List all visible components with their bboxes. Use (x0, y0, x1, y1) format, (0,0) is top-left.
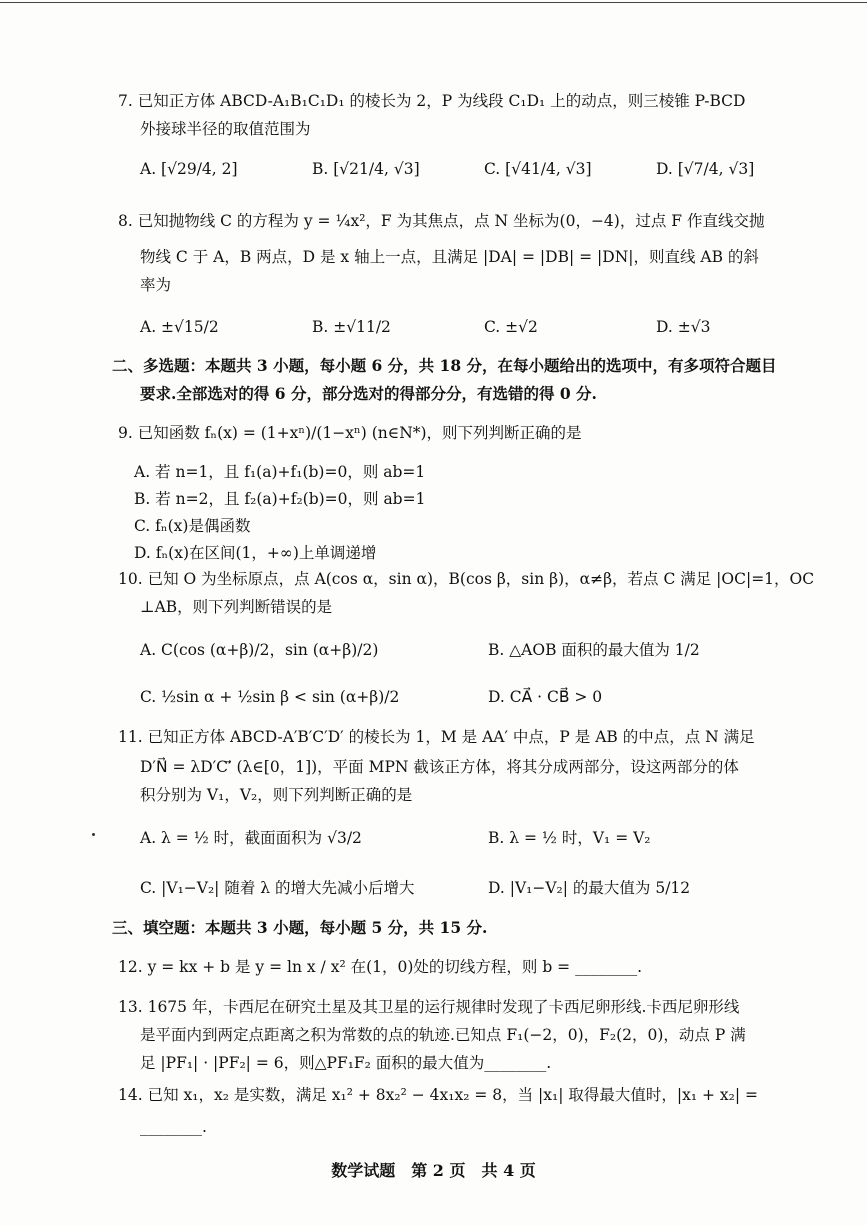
q9-line1: 9. 已知函数 fₙ(x) = (1+xⁿ)/(1−xⁿ) (n∈N*)，则下列判断正确的是 (118, 424, 582, 442)
q7-option-c: C. [√41/4, √3] (484, 160, 592, 178)
q14-line1: 14. 已知 x₁，x₂ 是实数，满足 x₁² + 8x₂² − 4x₁x₂ = 8，当 |x₁| 取得最大值时，|x₁ + x₂| = (118, 1086, 758, 1104)
q7-option-a: A. [√29/4, 2] (140, 160, 238, 178)
q9-option-a: A. 若 n=1，且 f₁(a)+f₁(b)=0，则 ab=1 (134, 463, 426, 481)
q8-option-b: B. ±√11/2 (312, 318, 391, 336)
q7-option-d: D. [√7/4, √3] (656, 160, 755, 178)
q10-option-c: C. ½sin α + ½sin β < sin (α+β)/2 (140, 688, 400, 706)
q7-line1: 7. 已知正方体 ABCD-A₁B₁C₁D₁ 的棱长为 2，P 为线段 C₁D₁ 上的动点，则三棱锥 P-BCD (118, 92, 746, 110)
q8-option-c: C. ±√2 (484, 318, 538, 336)
q12-line1: 12. y = kx + b 是 y = ln x / x² 在(1，0)处的切线方程，则 b = ________. (118, 958, 643, 976)
q8-line2: 物线 C 于 A，B 两点，D 是 x 轴上一点，且满足 |DA| = |DB| = |DN|，则直线 AB 的斜 (140, 248, 759, 266)
speck-mark (92, 833, 95, 836)
q11-option-c: C. |V₁−V₂| 随着 λ 的增大先减小后增大 (140, 879, 415, 897)
page-footer: 数学试题 第 2 页 共 4 页 (331, 1161, 536, 1180)
q8-line3: 率为 (140, 276, 172, 294)
q10-option-a: A. C(cos (α+β)/2，sin (α+β)/2) (140, 641, 379, 659)
q14-line2: ________. (140, 1118, 207, 1136)
q9-option-c: C. fₙ(x)是偶函数 (134, 517, 251, 535)
q7-line2: 外接球半径的取值范围为 (140, 120, 311, 138)
q8-option-d: D. ±√3 (656, 318, 711, 336)
top-border (0, 2, 867, 3)
q13-line2: 是平面内到两定点距离之积为常数的点的轨迹.已知点 F₁(−2，0)，F₂(2，0)，动点 P 满 (140, 1026, 746, 1044)
q11-option-a: A. λ = ½ 时，截面面积为 √3/2 (140, 829, 362, 847)
section3-heading: 三、填空题：本题共 3 小题，每小题 5 分，共 15 分. (112, 918, 488, 937)
q11-option-d: D. |V₁−V₂| 的最大值为 5/12 (488, 879, 691, 897)
q10-option-b: B. △AOB 面积的最大值为 1/2 (488, 641, 700, 659)
q9-option-b: B. 若 n=2，且 f₂(a)+f₂(b)=0，则 ab=1 (134, 490, 426, 508)
q11-option-b: B. λ = ½ 时，V₁ = V₂ (488, 829, 651, 847)
q13-line3: 足 |PF₁| · |PF₂| = 6，则△PF₁F₂ 面积的最大值为________. (140, 1054, 552, 1072)
q9-option-d: D. fₙ(x)在区间(1，+∞)上单调递增 (134, 544, 377, 562)
q10-line2: ⊥AB，则下列判断错误的是 (140, 598, 333, 616)
section2-heading: 二、多选题：本题共 3 小题，每小题 6 分，共 18 分，在每小题给出的选项中，有多项符合题目 (112, 356, 777, 375)
q11-line1: 11. 已知正方体 ABCD-A′B′C′D′ 的棱长为 1，M 是 AA′ 中点，P 是 AB 的中点，点 N 满足 (118, 728, 755, 746)
q11-line3: 积分别为 V₁，V₂，则下列判断正确的是 (140, 786, 413, 804)
q8-option-a: A. ±√15/2 (140, 318, 219, 336)
q7-option-b: B. [√21/4, √3] (312, 160, 420, 178)
q8-line1: 8. 已知抛物线 C 的方程为 y = ¼x²，F 为其焦点，点 N 坐标为(0，−4)，过点 F 作直线交抛 (118, 212, 765, 230)
section2-instructions: 要求.全部选对的得 6 分，部分选对的得部分分，有选错的得 0 分. (140, 384, 597, 403)
q10-option-d: D. CA⃗ · CB⃗ > 0 (488, 688, 603, 706)
q13-line1: 13. 1675 年，卡西尼在研究土星及其卫星的运行规律时发现了卡西尼卵形线.卡西尼卵形线 (118, 998, 740, 1016)
q11-line2: D′N⃗ = λD′C′⃗ (λ∈[0，1])，平面 MPN 截该正方体，将其分成两部分，设这两部分的体 (140, 758, 739, 776)
q10-line1: 10. 已知 O 为坐标原点，点 A(cos α，sin α)，B(cos β，sin β)，α≠β，若点 C 满足 |OC|=1，OC (118, 570, 815, 588)
